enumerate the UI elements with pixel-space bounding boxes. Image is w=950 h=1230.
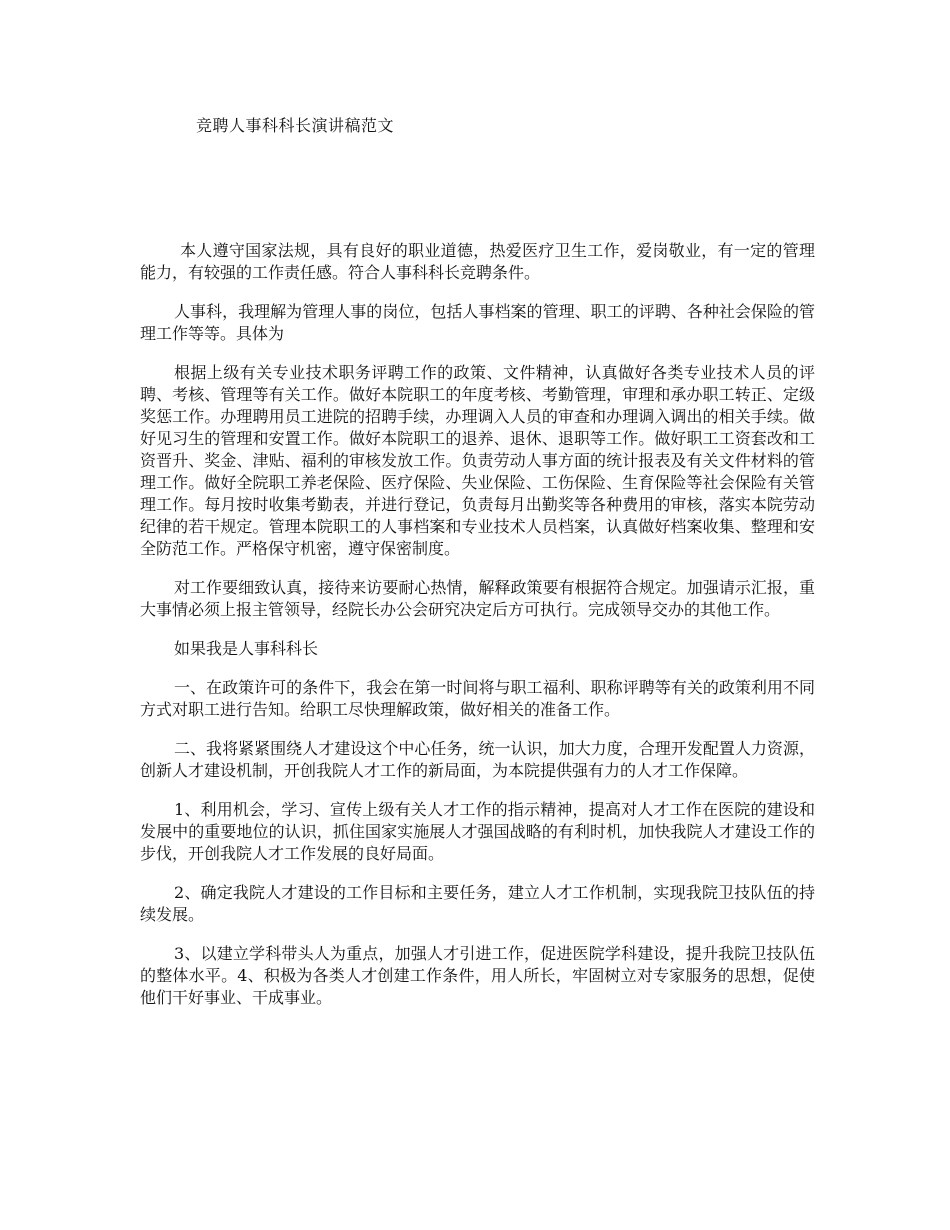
paragraph-sub-two: 2、确定我院人才建设的工作目标和主要任务，建立人才工作机制，实现我院卫技队伍的持续发展。 (140, 883, 815, 924)
paragraph-point-two: 二、我将紧紧围绕人才建设这个中心任务，统一认识，加大力度，合理开发配置人力资源，创新人才建设机制，开创我院人才工作的新局面，为本院提供强有力的人才工作保障。 (140, 739, 815, 780)
paragraph-if-i-were: 如果我是人事科科长 (174, 639, 319, 658)
paragraph-role-understanding: 人事科，我理解为管理人事的岗位，包括人事档案的管理、职工的评聘、各种社会保险的管理工作等等。具体为 (140, 302, 815, 343)
paragraph-qualifications: 本人遵守国家法规，具有良好的职业道德，热爱医疗卫生工作，爱岗敬业，有一定的管理能力，有较强的工作责任感。符合人事科科长竞聘条件。 (140, 241, 815, 282)
paragraph-duties: 根据上级有关专业技术职务评聘工作的政策、文件精神，认真做好各类专业技术人员的评聘、考核、管理等有关工作。做好本院职工的年度考核、考勤管理，审理和承办职工转正、定级奖惩工作。办理聘用员工进院的招聘手续，办理调入人员的审查和办理调入调出的相关手续。做好见习生的管理和安置工作。做好本院职工的退养、退休、退职等工作。做好职工工资套改和工资晋升、奖金、津贴、福利的审核发放工作。负责劳动人事方面的统计报表及有关文件材料的管理工作。做好全院职工养老保险、医疗保险、失业保险、工伤保险、生育保险等社会保险有关管理工作。每月按时收集考勤表，并进行登记，负责每月出勤奖等各种费用的审核，落实本院劳动纪律的若干规定。管理本院职工的人事档案和专业技术人员档案，认真做好档案收集、整理和安全防范工作。严格保守机密，遵守保密制度。 (140, 363, 815, 558)
paragraph-point-one: 一、在政策许可的条件下，我会在第一时间将与职工福利、职称评聘等有关的政策利用不同方式对职工进行告知。给职工尽快理解政策，做好相关的准备工作。 (140, 678, 815, 719)
paragraph-sub-three-four: 3、以建立学科带头人为重点，加强人才引进工作，促进医院学科建设，提升我院卫技队伍的整体水平。4、积极为各类人才创建工作条件，用人所长，牢固树立对专家服务的思想，促使他们干好事业、干成事业。 (140, 944, 815, 1007)
paragraph-work-attitude: 对工作要细致认真，接待来访要耐心热情，解释政策要有根据符合规定。加强请示汇报，重大事情必须上报主管领导，经院长办公会研究决定后方可执行。完成领导交办的其他工作。 (140, 578, 815, 619)
paragraph-sub-one: 1、利用机会，学习、宣传上级有关人才工作的指示精神，提高对人才工作在医院的建设和发展中的重要地位的认识，抓住国家实施展人才强国战略的有利时机，加快我院人才建设工作的步伐，开创我院人才工作发展的良好局面。 (140, 800, 815, 863)
document-body (140, 240, 815, 1026)
document-title: 竞聘人事科科长演讲稿范文 (196, 116, 395, 135)
